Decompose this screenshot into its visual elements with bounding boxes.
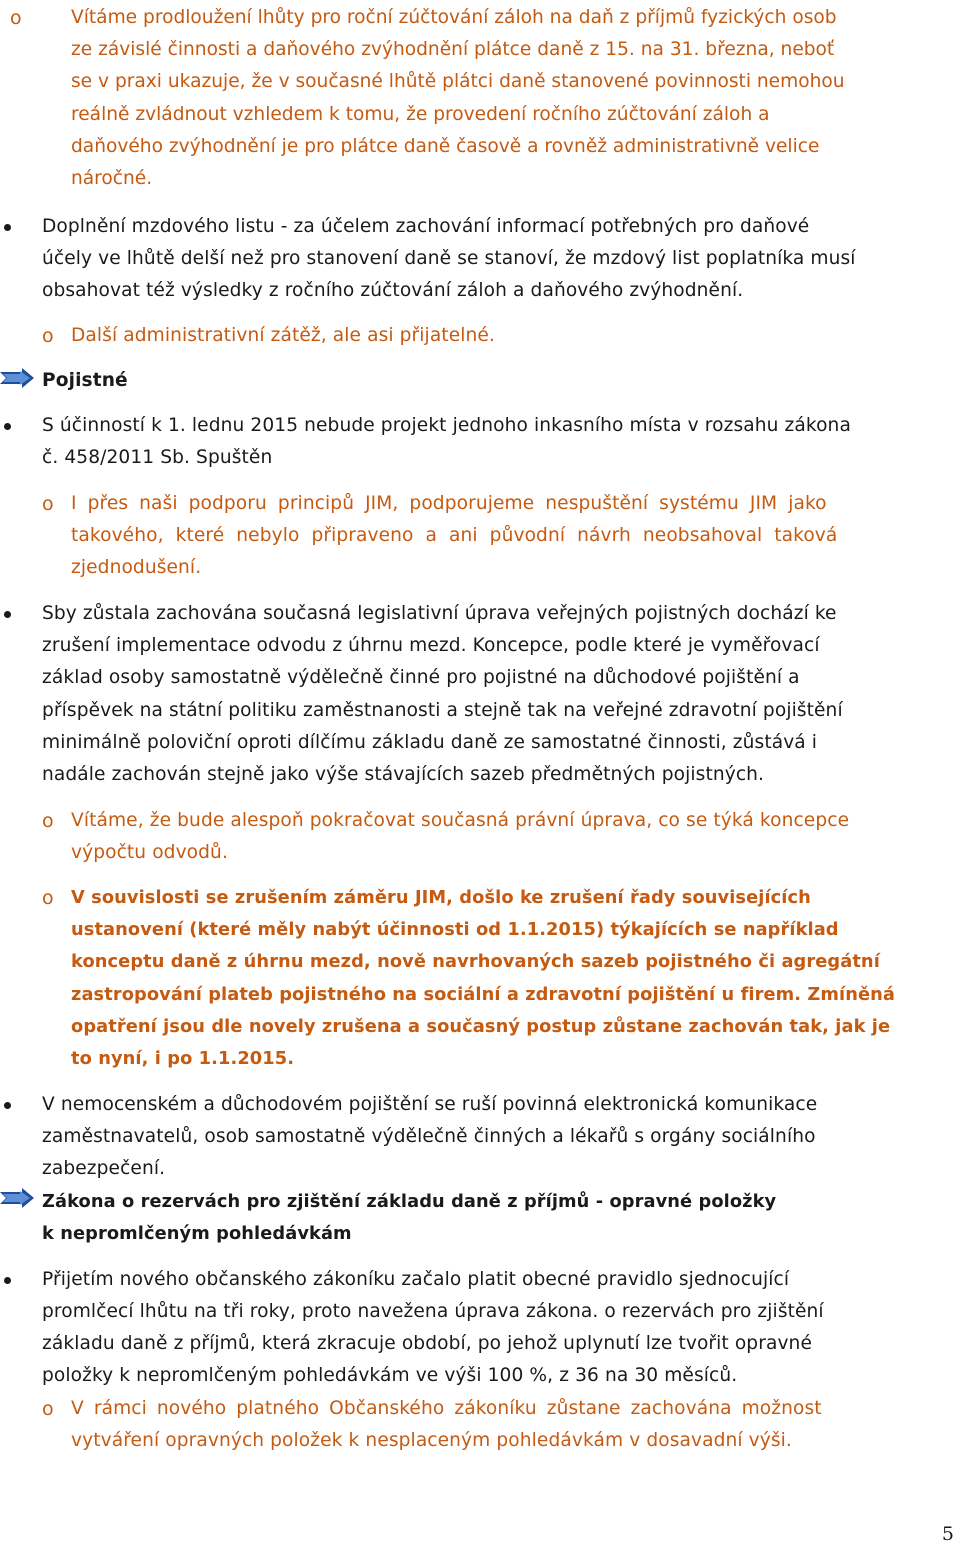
bullet-dot <box>4 1277 11 1284</box>
bullet-dot <box>4 611 11 618</box>
text-line: ze závislé činnosti a daňového zvýhodnění plátce daně z 15. na 31. března, neboť <box>71 39 835 60</box>
text-line: náročné. <box>71 168 153 189</box>
arrow-icon <box>0 368 34 388</box>
sub-bullet-marker: o <box>42 325 54 347</box>
sub-bullet-marker: o <box>42 493 54 515</box>
arrow-icon <box>0 1188 34 1208</box>
bullet-dot <box>4 1102 11 1109</box>
section-heading: Pojistné <box>42 370 128 391</box>
text-line: výpočtu odvodů. <box>71 842 228 863</box>
text-line: promlčecí lhůtu na tři roky, proto navežena úprava zákona. o rezervách pro zjištění <box>42 1301 824 1322</box>
text-line: V souvislosti se zrušením záměru JIM, došlo ke zrušení řady souvisejících <box>71 887 811 908</box>
text-line: zaměstnavatelů, osob samostatně výdělečně činných a lékařů s orgány sociálního <box>42 1126 816 1147</box>
text-line: reálně zvládnout vzhledem k tomu, že provedení ročního zúčtování záloh a <box>71 104 770 125</box>
text-line: opatření jsou dle novely zrušena a současný postup zůstane zachován tak, jak je <box>71 1016 891 1037</box>
text-line: zastropování plateb pojistného na sociální a zdravotní pojištění u firem. Zmíněná <box>71 984 895 1005</box>
text-line: obsahovat též výsledky z ročního zúčtování záloh a daňového zvýhodnění. <box>42 280 744 301</box>
text-line: základu daně z příjmů, která zkracuje období, po jehož uplynutí lze tvořit opravné <box>42 1333 812 1354</box>
text-line: I přes naši podporu principů JIM, podporujeme nespuštění systému JIM jako <box>71 493 827 514</box>
text-line: příspěvek na státní politiku zaměstnanosti a stejně tak na veřejné zdravotní pojištění <box>42 700 843 721</box>
text-line: Sby zůstala zachována současná legislativní úprava veřejných pojistných dochází ke <box>42 603 837 624</box>
text-line: Další administrativní zátěž, ale asi přijatelné. <box>71 325 495 346</box>
text-line: zrušení implementace odvodu z úhrnu mezd. Koncepce, podle které je vyměřovací <box>42 635 820 656</box>
sub-bullet-marker: o <box>42 887 54 909</box>
bullet-dot <box>4 224 11 231</box>
text-line: zabezpečení. <box>42 1158 166 1179</box>
text-line: minimálně poloviční oproti dílčímu základu daně ze samostatné činnosti, zůstává i <box>42 732 818 753</box>
bullet-dot <box>4 423 11 430</box>
text-line: se v praxi ukazuje, že v současné lhůtě plátci daně stanovené povinnosti nemohou <box>71 71 845 92</box>
text-line: Vítáme, že bude alespoň pokračovat současná právní úprava, co se týká koncepce <box>71 810 850 831</box>
sub-bullet-marker: o <box>42 810 54 832</box>
text-line: ustanovení (které měly nabýt účinnosti od 1.1.2015) týkajících se například <box>71 919 839 940</box>
sub-bullet-marker: o <box>42 1398 54 1420</box>
page-number: 5 <box>941 1523 954 1545</box>
text-line: S účinností k 1. lednu 2015 nebude projekt jednoho inkasního místa v rozsahu zákona <box>42 415 851 436</box>
text-line: konceptu daně z úhrnu mezd, nově navrhovaných sazeb pojistného či agregátní <box>71 951 880 972</box>
text-line: Vítáme prodloužení lhůty pro roční zúčtování záloh na daň z příjmů fyzických osob <box>71 7 837 28</box>
text-line: č. 458/2011 Sb. Spuštěn <box>42 447 273 468</box>
text-line: V rámci nového platného Občanského zákoníku zůstane zachována možnost <box>71 1398 822 1419</box>
section-heading: k nepromlčeným pohledávkám <box>42 1223 352 1244</box>
text-line: zjednodušení. <box>71 557 202 578</box>
text-line: vytváření opravných položek k nesplaceným pohledávkám v dosavadní výši. <box>71 1430 792 1451</box>
text-line: to nyní, i po 1.1.2015. <box>71 1048 295 1069</box>
text-line: daňového zvýhodnění je pro plátce daně časově a rovněž administrativně velice <box>71 136 820 157</box>
text-line: položky k nepromlčeným pohledávkám ve výši 100 %, z 36 na 30 měsíců. <box>42 1365 738 1386</box>
section-heading: Zákona o rezervách pro zjištění základu daně z příjmů - opravné položky <box>42 1191 777 1212</box>
text-line: účely ve lhůtě delší než pro stanovení daně se stanoví, že mzdový list poplatníka musí <box>42 248 856 269</box>
text-line: V nemocenském a důchodovém pojištění se ruší povinná elektronická komunikace <box>42 1094 818 1115</box>
text-line: Doplnění mzdového listu - za účelem zachování informací potřebných pro daňové <box>42 216 810 237</box>
text-line: nadále zachován stejně jako výše stávajících sazeb předmětných pojistných. <box>42 764 765 785</box>
sub-bullet-marker: o <box>10 7 22 29</box>
text-line: základ osoby samostatně výdělečně činné pro pojistné na důchodové pojištění a <box>42 667 800 688</box>
text-line: Přijetím nového občanského zákoníku začalo platit obecné pravidlo sjednocující <box>42 1269 790 1290</box>
text-line: takového, které nebylo připraveno a ani původní návrh neobsahoval taková <box>71 525 838 546</box>
